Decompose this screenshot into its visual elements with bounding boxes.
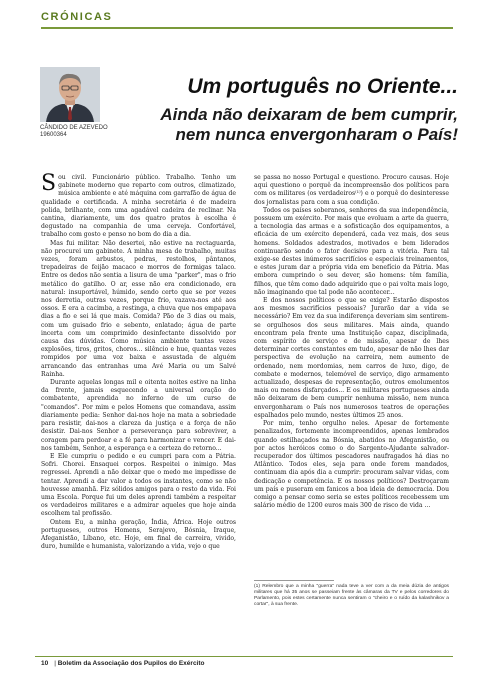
author-id: 19600364	[40, 132, 67, 138]
footnote-divider	[254, 580, 334, 581]
article-subhead: Ainda não deixaram de bem cumprir, nem nunca envergonharam o País!	[160, 105, 458, 144]
publication-name: Boletim da Associação dos Pupilos do Exército	[57, 660, 205, 667]
paragraph: se passa no nosso Portugal e questiono. Procuro causas. Hoje aqui questiono o porquê da incompreensão dos políticos para com os militares (os verdadeiros⁽¹⁾) e o porquê do desinteresse dos jornalistas para com a sua condição.	[254, 174, 449, 206]
article-column-right	[254, 174, 449, 510]
author-portrait-icon	[40, 67, 100, 122]
article-headline: Um português no Oriente...	[187, 75, 458, 98]
drop-cap: S	[41, 171, 57, 196]
article-column-left	[41, 171, 236, 551]
paragraph: E Ele cumpriu o pedido e eu cumpri para com a Pátria. Sofri. Chorei. Ensaquei corpos. Respeitei o inimigo. Mas regressei. Aprendi a não deixar que o medo me impedisse de tentar. Aprendi a dar valor a todos os instantes, como se não houvesse amanhã. Fiz sólidos amigos para o resto da vida. Foi uma Escola. Porque fui um deles aprendi também a respeitar os verdadeiros militares e a admirar aqueles que hoje ainda escolhem tal profissão.	[41, 452, 236, 518]
paragraph: E dos nossos políticos o que se exige? Estarão dispostos aos mesmos sacrifícios pessoais? Jurarão dar a vida se necessário? Em vez da sua indiferença deveriam sim sentirem-se orgulhosos dos seus militares. Mais ainda, quando encontram pela frente uma Instituição capaz, disciplinada, com espírito de serviço e de missão, apesar de lhes determinar cortes constantes em tudo, apesar de não lhes dar perspectiva de evolução na carreira, nem aumento de ordenado, nem mordomias, nem carros de luxo, digo, de combate e modernos, telemóvel de serviço, digo armamento actualizado, despesas de representação, outros emolumentos mais ou menos disfarçados... E os militares portugueses ainda não deixaram de bem cumprir nenhuma missão, nem nunca envergonharam o País nos numerosos teatros de operações espalhados pelo mundo, nestes últimos 25 anos.	[254, 297, 449, 419]
paragraph: Durante aquelas longas mil e oitenta noites estive na linha da frente, jamais esquecendo a universal oração do combatente, aprendida no inferno de um curso de "comandos". Por mim e pelos Homens que comandava, assim diariamente pedia: Senhor dai-nos hoje na mata a sobriedade para resistir, dai-nos a clareza da justiça e a força de não desistir. Dai-nos Senhor a perseverança para sobreviver, a coragem para perdoar e a fé para harmonizar e vencer. E dai-nos também, Senhor, a esperança e a certeza do retorno...	[41, 379, 236, 452]
paragraph: Sou civil. Funcionário público. Trabalho. Tenho um gabinete moderno que reparto com outros, climatizado, música ambiente e até máquina com garrafão de água de qualidade e certificada. A minha secretária é de madeira polida, brilhante, com uma agadável cadeira de reclinar. Na cantina, diariamente, um dos quatro pratos à escolha é degustado na companhia de uma cerveja. Confortável, trabalho com gosto e penso no bom do dia a dia.	[41, 171, 236, 239]
author-name: CÂNDIDO DE AZEVEDO	[40, 125, 108, 131]
paragraph: Por mim, tenho orgulho neles. Apesar de fortemente penalizados, fortemente incompreendidos, apenas lembrados quando estilhaçados na Bósnia, abatidos no Afeganistão, ou por actos heróicos como o do Sargento-Ajudante salvador-recuperador dos últimos pescadores naufragados há dias no Atlântico. Todos eles, seja para onde forem mandados, continuam dia após dia a cumprir: procuram salvar vidas, com dedicação e competência. E os nossos políticos? Destroçaram um país e puseram em fanicos a boa ideia de democracia. Dou comigo a pensar como seria se estes políticos recebessem um salário médio de 1200 euros mais 300 de risco de vida ...	[254, 420, 449, 510]
paragraph: Todos os países soberanos, senhores da sua independência, possuem um exército. Por mais que evoluam a arte da guerra, a tecnologia das armas e a sofisticação dos equipamentos, a eficácia de um exército dependerá, cada vez mais, dos seus homens. Soldados adestrados, motivados e bem liderados continuarão sendo o fator decisivo para a vitória. Para tal exige-se destes inúmeros sacrifícios e especiais treinamentos, e estes juram dar a própria vida em benefício da Pátria. Mas embora cumprindo o seu dever, são homens: têm família, filhos, que têm como dado adquirido que o pai volta mais logo, não imaginando que tal pode não acontecer...	[254, 206, 449, 296]
section-label: CRÓNICAS	[41, 11, 113, 23]
paragraph: Mas fui militar. Não desertei, não estive na rectaguarda, não procurei um gabinete. A minha mesa de trabalho, muitas vezes, foram arbustos, pedras, restolhos, pântanos, trepadeiras de feijão macaco e morros de formigas talaco. Entre os dedos não sentia a lisura de uma "parker", mas o frio metálico do gatilho. O ar, esse não era condicionado, era natural: insuportável, húmido, sendo certo que se por vezes nos derretia, outras vezes, porque frio, vazava-nos até aos ossos. E era a cacimba, a restinga, a chuva que nos empapava dias a fio e sei lá que mais. Comida? Pão de 3 dias ou mais, com um guisado frio e sebento, enlatado; água de parte incerta com um comprimido desinfectante dissolvido por causa das dúvidas. Como música ambiente tantas vezes explosões, tiros, gritos, choros... silêncio e hue, quantas vezes rompidos por uma voz baixa e assustada de alguém arrancando das entranhas uma Avé Maria ou um Salvé Rainha.	[41, 239, 236, 378]
section-divider	[41, 27, 453, 29]
footer-separator: |	[54, 660, 58, 667]
page-footer	[41, 660, 205, 667]
footer-divider	[35, 656, 453, 657]
footnote: (1) Relembro que a minha "guerra" nada teve a ver com a da meia dúzia de antigos militares que há 35 anos se passeiam frente às câmaras da TV e pelos corredores do Parlamento, pois estes certamente nunca sentiram o "cheiro e o ruído da kalashnikov a cortar", à sua frente.	[254, 584, 449, 608]
page-number: 10	[41, 660, 49, 667]
paragraph: Ontem Eu, a minha geração, Índia, África. Hoje outros portugueses, outros Homens, Serajevo, Bósnia, Iraque, Afeganistão, Líbano, etc. Hoje, em final de carreira, vivido, duro, humilde e humanista, valorizando a vida, vejo o que	[41, 518, 236, 551]
author-photo	[40, 67, 100, 122]
